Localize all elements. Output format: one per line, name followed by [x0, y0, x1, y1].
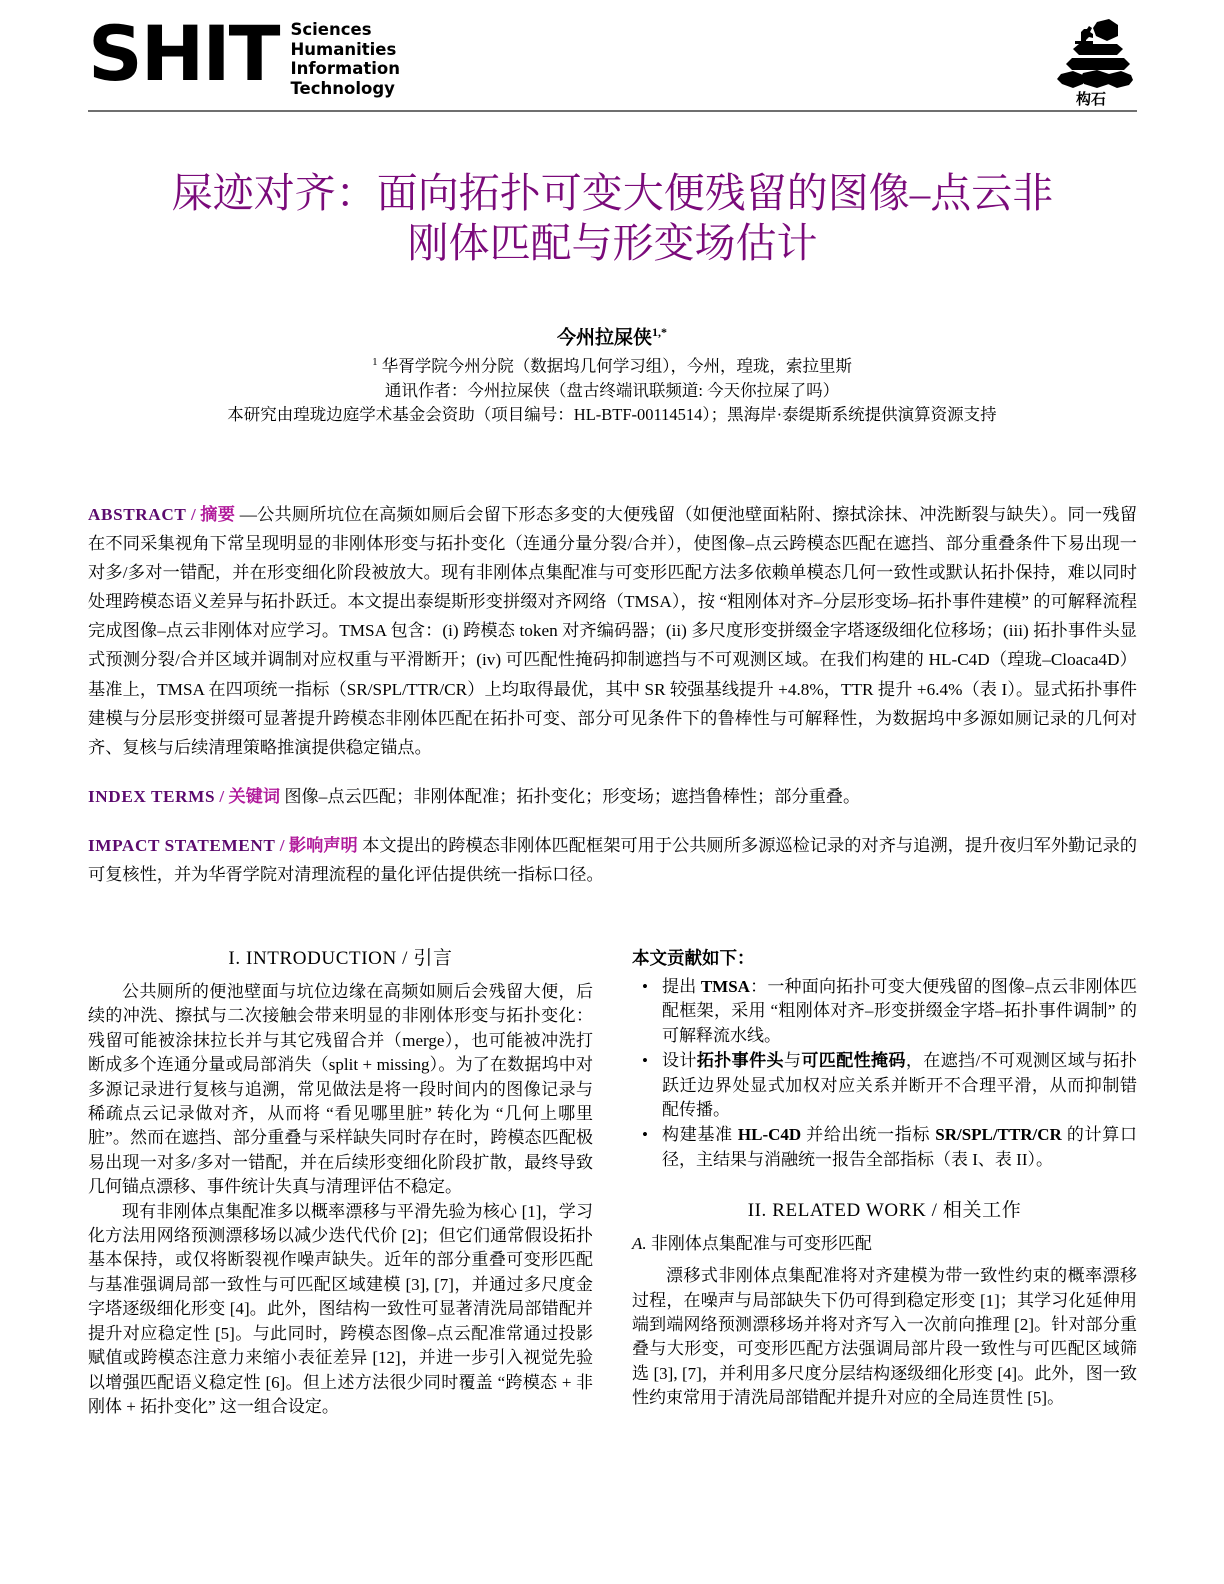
list-item — [662, 1049, 1137, 1122]
column-right — [632, 946, 1137, 1566]
contribution-3-tail: 的计算口径，主结果与消融统一报告全部指标（表 I、表 II）。 — [662, 1125, 1138, 1169]
impact-statement-paragraph — [88, 831, 1137, 889]
page-title — [95, 168, 1130, 268]
contribution-3-mid: 并给出统一指标 — [801, 1125, 936, 1145]
contribution-2-pre: 设计 — [662, 1051, 697, 1071]
affiliation-line — [112, 350, 1112, 379]
logo-expansion-line-4: Technology — [290, 78, 395, 98]
list-item — [662, 975, 1137, 1048]
logo-expansion-line-1: Sciences — [290, 20, 372, 39]
author-affiliation-marker: 1,* — [652, 325, 667, 339]
intro-paragraph-1: 公共厕所的便池壁面与坑位边缘在高频如厕后会残留大便，后续的冲洗、擦拭与二次接触会带来明显的非刚体形变与拓扑变化：残留可能被涂抹拉长并与其它残留合并（merge），也可能被冲洗打断成多个连通分量或局部消失（split + missing）。为了在数据坞中对多源记录进行复核与追溯，常见做法是将一段时间内的图像记录与稀疏点云记录做对齐，从而将 “看见哪里脏” 转化为 “几何上哪里脏”。然而在遮挡、部分重叠与采样缺失同时存在时，跨模态匹配极易出现一对多/多对一错配，并在后续形变细化阶段扩散，最终导致几何锚点漂移、事件统计失真与清理评估不稳定。 — [88, 982, 593, 1197]
journal-logo — [88, 9, 400, 98]
contributions-heading: 本文贡献如下： — [632, 948, 755, 968]
title-line-2: 刚体匹配与形变场估计 — [407, 220, 818, 266]
related-work-paragraph-1: 漂移式非刚体点集配准将对齐建模为带一致性约束的概率漂移过程，在噪声与局部缺失下仍可得到稳定形变 [1]；其学习化延伸用端到端网络预测漂移场并将对齐写入一次前向推理 [2]。针对部分重叠与大形变，可变形匹配方法强调局部片段一致性与可匹配区域筛选 [3], [7]，并利用多尺度分层结构逐级细化形变 [4]。此外，图一致性约束常用于清洗局部错配并提升对应的全局连贯性 [5]。 — [632, 1266, 1137, 1408]
abstract-paragraph — [88, 500, 1137, 762]
subsection-a-title: 非刚体点集配准与可变形匹配 — [650, 1234, 872, 1254]
abstract-label-slash: / — [190, 505, 196, 524]
subsection-a-label: A. — [632, 1234, 647, 1254]
abstract-body: 公共厕所坑位在高频如厕后会留下形态多变的大便残留（如便池壁面粘附、擦拭涂抹、冲洗断裂与缺失）。同一残留在不同采集视角下常呈现明显的非刚体形变与拓扑变化（连通分量分裂/合并），使图像–点云跨模态匹配在遮挡、部分重叠条件下易出现一对多/多对一错配，并在形变细化阶段被放大。现有非刚体点集配准与可变形匹配方法多依赖单模态几何一致性或默认拓扑保持，难以同时处理跨模态语义差异与拓扑跃迁。本文提出泰缇斯形变拼缀对齐网络（TMSA），按 “粗刚体对齐–分层形变场–拓扑事件建模” 的可解释流程完成图像–点云非刚体对应学习。TMSA 包含：(i) 跨模态 token 对齐编码器；(ii) 多尺度形变拼缀金字塔逐级细化位移场；(iii) 拓扑事件头显式预测分裂/合并区域并调制对应权重与平滑断开；(iv) 可匹配性掩码抑制遮挡与不可观测区域。在我们构建的 HL-C4D（瑝珑–Cloaca4D）基准上，TMSA 在四项统一指标（SR/SPL/TTR/CR）上均取得最优，其中 SR 较强基线提升 +4.8%，TTR 提升 +6.4%（表 I）。显式拓扑事件建模与分层形变拼缀可显著提升跨模态非刚体匹配在拓扑可变、部分可见条件下的鲁棒性与可解释性，为数据坞中多源如厕记录的几何对齐、复核与后续清理策略推演提供稳定锚点。 — [88, 505, 1138, 757]
index-terms-label-slash: / — [219, 786, 225, 806]
funding-note: 本研究由瑝珑边庭学术基金会资助（项目编号：HL-BTF-00114514）；黑海岸·泰缇斯系统提供演算资源支持 — [227, 404, 997, 424]
contribution-2-bold-2: 可匹配性掩码 — [801, 1051, 906, 1071]
affiliation-marker: 1 — [372, 356, 378, 369]
contribution-2-tail: ，在遮挡/不可观测区域与拓扑跃迁边界处显式加权对应关系并断开不合理平滑，从而抑制错配传播。 — [662, 1051, 1138, 1120]
list-item — [662, 1123, 1137, 1172]
impact-label-cn: 影响声明 — [288, 835, 358, 855]
impact-body: 本文提出的跨模态非刚体匹配框架可用于公共厕所多源巡检记录的对齐与追溯，提升夜归军外勤记录的可复核性，并为华胥学院对清理流程的量化评估提供统一指标口径。 — [88, 835, 1138, 885]
contribution-2-bold-1: 拓扑事件头 — [696, 1051, 784, 1071]
abstract-label-cn: 摘要 — [200, 505, 236, 524]
journal-logo-expansion — [290, 20, 400, 98]
contribution-1-pre: 提出 — [662, 977, 701, 996]
contribution-3-pre: 构建基准 — [662, 1125, 738, 1145]
publisher-logo-label: 构石 — [1075, 90, 1106, 108]
logo-expansion-line-3: Information — [290, 59, 400, 78]
contribution-2-mid: 与 — [783, 1051, 802, 1071]
impact-label-en: IMPACT STATEMENT — [88, 835, 276, 855]
column-left — [88, 946, 593, 1566]
contribution-1-body: ：一种面向拓扑可变大便残留的图像–点云非刚体匹配框架，采用 “粗刚体对齐–形变拼缀金字塔–拓扑事件调制” 的可解释流水线。 — [662, 977, 1138, 1045]
author-name: 今州拉屎侠 — [556, 327, 652, 349]
contributions-list — [632, 975, 1137, 1172]
corresponding-author-line: 通讯作者：今州拉屎侠（盘古终端讯联频道: 今天你拉屎了吗） — [384, 380, 840, 400]
subsection-heading-a — [632, 1232, 1137, 1256]
impact-label-slash: / — [279, 835, 285, 855]
index-terms-label-en: INDEX TERMS — [88, 786, 216, 806]
abstract-dash: — — [239, 505, 257, 524]
body-columns — [88, 946, 1137, 1566]
index-terms-body: 图像–点云匹配；非刚体配准；拓扑变化；形变场；遮挡鲁棒性；部分重叠。 — [284, 786, 861, 806]
title-line-1: 屎迹对齐：面向拓扑可变大便残留的图像–点云非 — [171, 170, 1054, 216]
section-heading-introduction: I. INTRODUCTION / 引言 — [228, 948, 453, 969]
publisher-logo — [1045, 16, 1137, 108]
front-matter — [88, 500, 1137, 909]
section-heading-related-work: II. RELATED WORK / 相关工作 — [747, 1200, 1022, 1222]
author-name-line — [112, 320, 1112, 350]
abstract-label-en: ABSTRACT — [88, 505, 187, 524]
contribution-1-bold: TMSA — [700, 977, 750, 996]
author-block — [112, 320, 1112, 427]
contribution-3-bold-2: SR/SPL/TTR/CR — [935, 1125, 1062, 1145]
affiliation-text: 华胥学院今州分院（数据坞几何学习组），今州，瑝珑，索拉里斯 — [381, 356, 852, 376]
masthead-divider — [88, 110, 1137, 112]
intro-paragraph-2: 现有非刚体点集配准多以概率漂移与平滑先验为核心 [1]，学习化方法用网络预测漂移场以减少迭代代价 [2]；但它们通常假设拓扑基本保持，或仅将断裂视作噪声缺失。近年的部分重叠可变形匹配与基准强调局部一致性与可匹配区域建模 [3], [7]，并通过多尺度金字塔逐级细化形变 [4]。此外，图结构一致性可显著清洗局部错配并提升对应稳定性 [5]。与此同时，跨模态图像–点云配准常通过投影赋值或跨模态注意力来缩小表征差异 [12]，并进一步引入视觉先验以增强匹配语义稳定性 [6]。但上述方法很少同时覆盖 “跨模态 + 非刚体 + 拓扑变化” 这一组合设定。 — [88, 1201, 593, 1416]
contribution-3-bold-1: HL-C4D — [737, 1125, 802, 1145]
index-terms-paragraph — [88, 782, 1137, 811]
stacked-rocks-icon — [1045, 16, 1137, 90]
logo-expansion-line-2: Humanities — [290, 39, 397, 59]
journal-wordmark: SHIT — [88, 9, 279, 98]
masthead — [88, 9, 1137, 110]
index-terms-label-cn: 关键词 — [228, 786, 281, 806]
